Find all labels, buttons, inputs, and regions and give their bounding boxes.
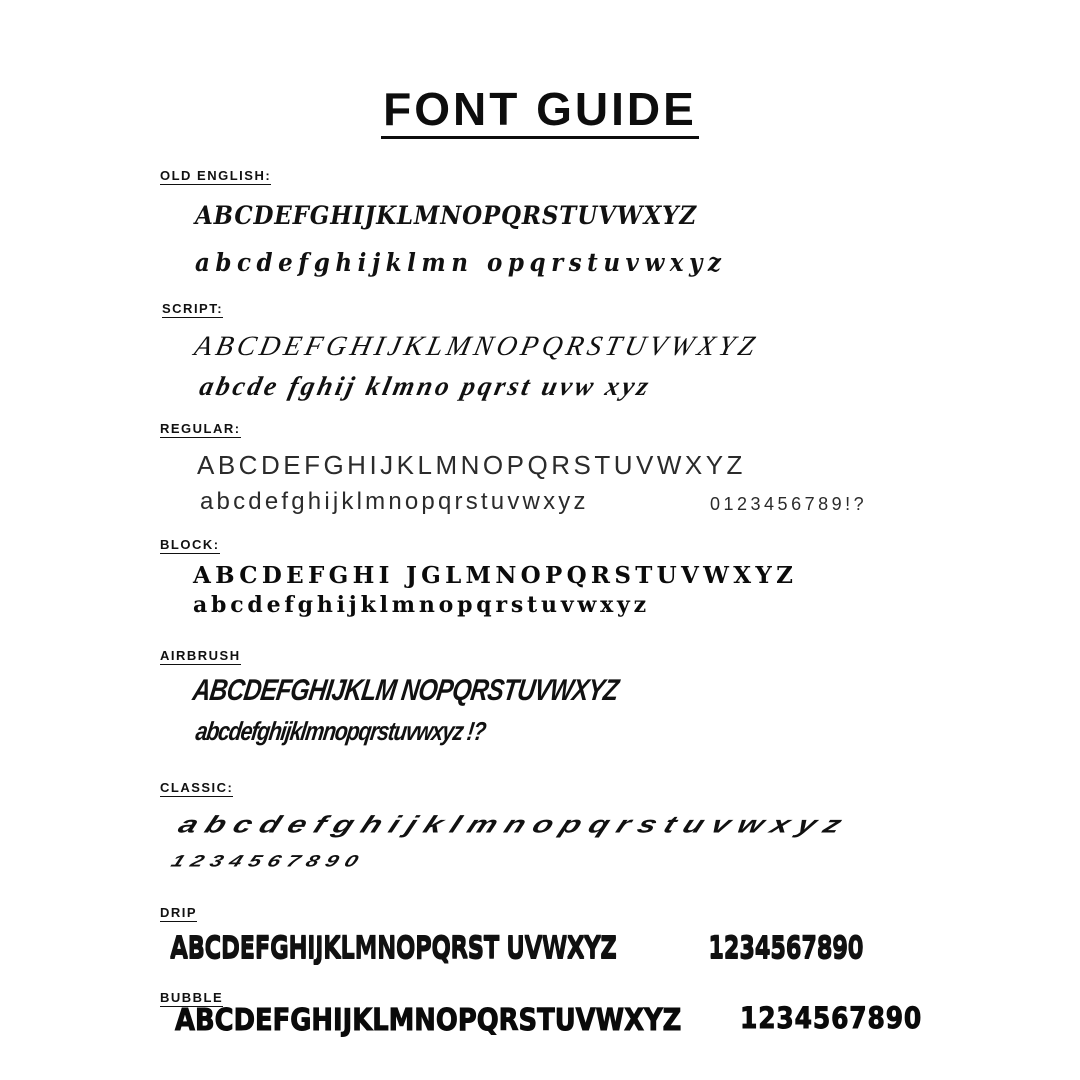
airbrush-uppercase-sample: ABCDEFGHIJKLM NOPQRSTUVWXYZ bbox=[190, 674, 621, 707]
script-lowercase-sample: abcde fghij klmno pqrst uvw xyz bbox=[196, 371, 655, 401]
section-label-bubble: BUBBLE bbox=[160, 990, 224, 1005]
section-label-classic: CLASSIC: bbox=[160, 780, 234, 795]
old-english-uppercase-sample: ABCDEFGHIJKLMNOPQRSTUVWXYZ bbox=[195, 201, 698, 230]
block-lowercase-sample: abcdefghijklmnopqrstuvwxyz bbox=[193, 592, 650, 618]
script-uppercase-sample: ABCDEFGHIJKLMNOPQRSTUVWXYZ bbox=[191, 331, 762, 362]
page-title: FONT GUIDE bbox=[381, 86, 699, 139]
classic-numbers-sample: 1234567890 bbox=[168, 851, 369, 870]
airbrush-lowercase-sample: abcdefghijklmnopqrstuvwxyz !? bbox=[193, 716, 488, 746]
section-label-old-english: OLD ENGLISH: bbox=[160, 168, 272, 183]
regular-numbers-sample: 0123456789!? bbox=[710, 494, 868, 514]
classic-lowercase-sample: abcdefghijklmnopqrstuvwxyz bbox=[174, 810, 855, 838]
section-label-regular: REGULAR: bbox=[160, 421, 241, 436]
old-english-lowercase-sample: abcdefghijklmn opqrstuvwxyz bbox=[195, 248, 727, 277]
section-label-airbrush: AIRBRUSH bbox=[160, 648, 241, 663]
drip-numbers-sample: 1234567890 bbox=[708, 930, 864, 965]
regular-uppercase-sample: ABCDEFGHIJKLMNOPQRSTUVWXYZ bbox=[197, 450, 746, 480]
section-label-script: SCRIPT: bbox=[162, 301, 224, 316]
regular-lowercase-sample: abcdefghijklmnopqrstuvwxyz bbox=[200, 488, 589, 515]
page-title-container bbox=[0, 83, 1080, 139]
bubble-uppercase-sample: ABCDEFGHIJKLMNOPQRSTUVWXYZ bbox=[175, 1003, 682, 1038]
section-label-drip: DRIP bbox=[160, 905, 198, 920]
block-uppercase-sample: ABCDEFGHI JGLMNOPQRSTUVWXYZ bbox=[193, 562, 798, 589]
drip-uppercase-sample: ABCDEFGHIJKLMNOPQRST UVWXYZ bbox=[170, 930, 617, 965]
section-label-block: BLOCK: bbox=[160, 537, 220, 552]
bubble-numbers-sample: 1234567890 bbox=[740, 1001, 923, 1035]
